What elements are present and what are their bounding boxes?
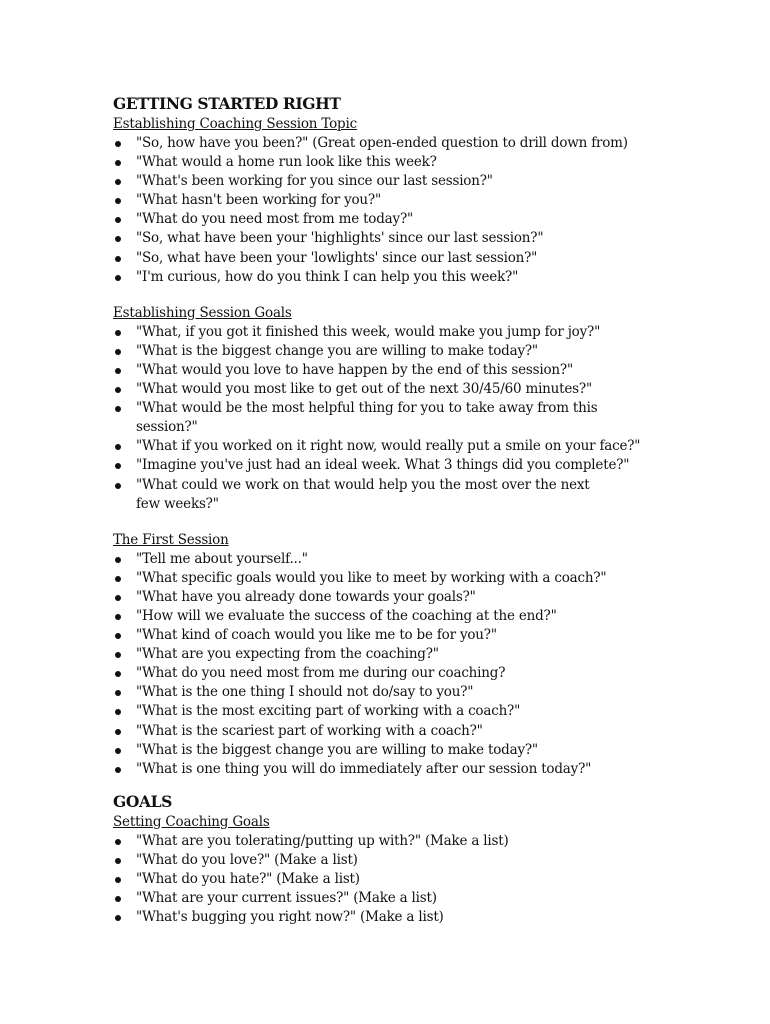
subheading-session-goals: Establishing Session Goals: [113, 304, 292, 321]
list-item: [113, 380, 656, 399]
list-item-text: "What do you love?" (Make a list): [136, 851, 358, 868]
bullet-icon: [115, 595, 121, 601]
list-item: [113, 683, 656, 702]
list-item: [113, 361, 656, 380]
bullet-icon: [115, 141, 121, 147]
list-item-text: "What do you hate?" (Make a list): [136, 871, 360, 887]
bullet-icon: [115, 690, 121, 696]
list-item-text: "What could we work on that would help you the most over the next few weeks?": [136, 476, 590, 512]
list-item: [113, 210, 656, 229]
list-item-text: "I'm curious, how do you think I can help you this week?": [136, 268, 519, 285]
list-item: [113, 153, 656, 172]
bullet-icon: [115, 387, 121, 393]
list-item: [113, 437, 656, 456]
list-item-text: "So, what have been your 'lowlights' since our last session?": [136, 249, 538, 266]
list-item-text: "What is the one thing I should not do/say to you?": [136, 684, 474, 701]
list-item: [113, 569, 656, 588]
bullet-icon: [115, 368, 121, 374]
list-item: [113, 722, 656, 741]
list-item-text: "What would you most like to get out of the next 30/45/60 minutes?": [136, 381, 592, 398]
bullet-icon: [115, 557, 121, 563]
list-item: [113, 741, 656, 760]
bullet-icon: [115, 709, 121, 715]
bullet-icon: [115, 748, 121, 754]
list-item: [113, 870, 656, 889]
list-item-text: "What are you tolerating/putting up with?" (Make a list): [136, 832, 509, 849]
bullet-icon: [115, 483, 121, 489]
bullet-icon: [115, 767, 121, 773]
bullet-icon: [115, 256, 121, 262]
list-item-text: "What if you worked on it right now, would really put a smile on your face?": [136, 438, 641, 455]
list-item-text: "What is one thing you will do immediately after our session today?": [136, 760, 592, 777]
bullet-icon: [115, 217, 121, 223]
list-item-text: "What is the biggest change you are willing to make today?": [136, 342, 538, 359]
list-item: [113, 832, 656, 851]
bullet-icon: [115, 198, 121, 204]
list-item-text: "What are you expecting from the coaching?": [136, 646, 439, 663]
list-item: [113, 249, 656, 268]
list-item: [113, 476, 606, 514]
list-item-text: "How will we evaluate the success of the coaching at the end?": [136, 607, 557, 624]
list-item-text: "What specific goals would you like to meet by working with a coach?": [136, 569, 607, 586]
bullet-icon: [115, 858, 121, 864]
bullet-icon: [115, 633, 121, 639]
list-item: [113, 229, 656, 248]
list-item: [113, 702, 656, 721]
list-item-text: "What is the scariest part of working with a coach?": [136, 722, 483, 739]
bullet-icon: [115, 179, 121, 185]
list-item: [113, 626, 656, 645]
list-item: [113, 760, 656, 779]
list-item-text: "What's been working for you since our last session?": [136, 173, 493, 190]
list-item-text: "What do you need most from me today?": [136, 211, 413, 228]
bullet-icon: [115, 406, 121, 412]
bullet-icon: [115, 877, 121, 883]
spacer: [113, 287, 770, 304]
bullet-icon: [115, 729, 121, 735]
bullet-icon: [115, 671, 121, 677]
bullet-icon: [115, 160, 121, 166]
bullet-icon: [115, 349, 121, 355]
question-list-session-goals: [113, 323, 770, 514]
bullet-icon: [115, 463, 121, 469]
list-item: [113, 664, 656, 683]
question-list-session-topic: [113, 134, 770, 287]
list-item: [113, 588, 656, 607]
list-item-text: "So, how have you been?" (Great open-ended question to drill down from): [136, 135, 628, 151]
list-item: [113, 134, 656, 153]
bullet-icon: [115, 236, 121, 242]
bullet-icon: [115, 576, 121, 582]
list-item-text: "What is the most exciting part of working with a coach?": [136, 703, 521, 720]
list-item: [113, 399, 656, 437]
bullet-icon: [115, 839, 121, 845]
section-title-getting-started: GETTING STARTED RIGHT: [113, 94, 341, 113]
spacer: [113, 514, 770, 531]
list-item-text: "What would be the most helpful thing for you to take away from this session?": [136, 400, 598, 436]
bullet-icon: [115, 275, 121, 281]
bullet-icon: [115, 614, 121, 620]
list-item-text: "What is the biggest change you are willing to make today?": [136, 741, 538, 758]
list-item: [113, 908, 656, 927]
bullet-icon: [115, 652, 121, 658]
section-title-goals: GOALS: [113, 791, 172, 811]
list-item: [113, 191, 656, 210]
list-item-text: "So, what have been your 'highlights' since our last session?": [136, 230, 544, 247]
list-item-text: "What would you love to have happen by the end of this session?": [136, 361, 573, 378]
bullet-icon: [115, 330, 121, 336]
list-item-text: "What, if you got it finished this week, would make you jump for joy?": [136, 323, 601, 340]
list-item: [113, 172, 656, 191]
list-item-text: "What do you need most from me during our coaching?: [136, 665, 506, 682]
subheading-session-topic: Establishing Coaching Session Topic: [113, 116, 357, 132]
list-item-text: "What hasn't been working for you?": [136, 192, 381, 209]
subheading-first-session: The First Session: [113, 531, 229, 548]
question-list-first-session: [113, 550, 770, 779]
list-item-text: "What are your current issues?" (Make a list): [136, 890, 437, 907]
list-item-text: "What have you already done towards your goals?": [136, 588, 476, 605]
list-item: [113, 889, 656, 908]
list-item: [113, 342, 656, 361]
question-list-setting-goals: [113, 832, 770, 927]
list-item-text: "Tell me about yourself...": [136, 550, 308, 567]
list-item: [113, 550, 656, 569]
list-item: [113, 607, 656, 626]
bullet-icon: [115, 915, 121, 921]
bullet-icon: [115, 896, 121, 902]
list-item: [113, 645, 656, 664]
bullet-icon: [115, 444, 121, 450]
list-item-text: "What would a home run look like this week?: [136, 154, 437, 171]
list-item-text: "What kind of coach would you like me to be for you?": [136, 627, 497, 644]
list-item-text: "What's bugging you right now?" (Make a list): [136, 909, 444, 926]
list-item: [113, 323, 656, 342]
list-item: [113, 268, 656, 287]
list-item-text: "Imagine you've just had an ideal week. What 3 things did you complete?": [136, 457, 630, 474]
list-item: [113, 456, 656, 475]
list-item: [113, 851, 656, 870]
subheading-setting-goals: Setting Coaching Goals: [113, 813, 270, 830]
